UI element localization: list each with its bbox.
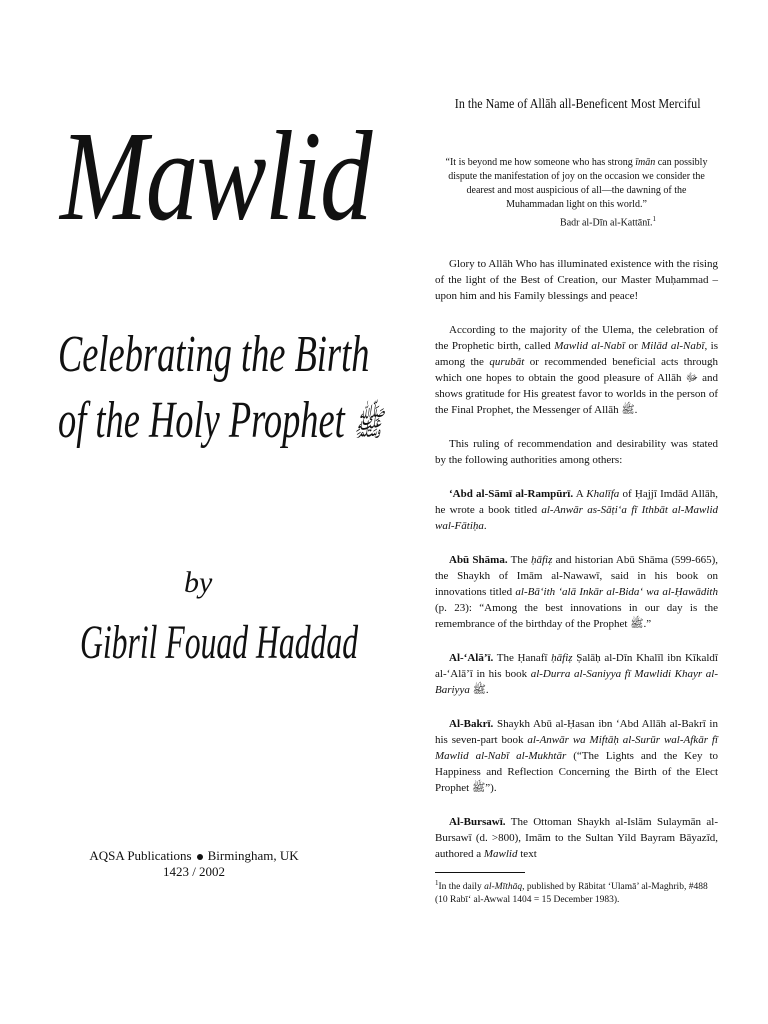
entry-italic: al-Bā‘ith ‘alā Inkār al-Bida‘ wa al-Ḥawādith bbox=[515, 586, 718, 599]
footnote-marker: 1 bbox=[652, 215, 656, 223]
paragraph-authorities: This ruling of recommendation and desirability was stated by the following authorities among others: bbox=[435, 438, 718, 467]
entry-italic: Mawlid bbox=[483, 848, 518, 861]
entry-abu-shama bbox=[435, 552, 718, 632]
footnote-italic: al-Mīthāq bbox=[484, 882, 523, 893]
publication-info bbox=[84, 848, 304, 880]
entry-rampuri bbox=[435, 486, 718, 534]
publisher: AQSA Publications bbox=[89, 848, 192, 863]
entry-bursawi bbox=[435, 814, 718, 862]
entry-italic: Khalīfa bbox=[586, 488, 620, 501]
quote-text-1: “It is beyond me how someone who has strong bbox=[445, 157, 636, 168]
quote-text-iman: īmān bbox=[635, 157, 656, 168]
by-label: by bbox=[184, 566, 213, 599]
entry-italic: ḥāfiẓ bbox=[551, 652, 573, 665]
entry-alai bbox=[435, 650, 718, 698]
entry-italic: al-Anwār as-Sāṭi‘a fī Ithbāt al-Mawlid wal-Fātiḥa bbox=[435, 504, 718, 533]
city: Birmingham, UK bbox=[207, 848, 299, 863]
entry-italic: al-Anwār wa Miftāḥ al-Surūr wal-Afkār fī Mawlid al-Nabī al-Mukhtār bbox=[435, 734, 718, 763]
epigraph-attribution bbox=[435, 212, 656, 230]
entry-text: The Ottoman Shaykh al-Islām Sulaymān al-Bursawī (d. >800), Imām to the Sultan Yild Bayram Bāyazīd, authored a bbox=[435, 816, 718, 861]
footnote-number: 1 bbox=[435, 879, 439, 888]
book-title: Mawlid bbox=[60, 105, 371, 247]
publisher-line bbox=[84, 848, 304, 864]
p2-text-a: According to the majority of the Ulema, the celebration of the Prophetic birth, called bbox=[435, 324, 718, 353]
entry-name: ‘Abd al-Sāmī al-Rampūrī. bbox=[449, 488, 574, 501]
epigraph-quote bbox=[443, 156, 710, 212]
publication-year: 1423 / 2002 bbox=[162, 864, 226, 879]
p2-text-d: or recommended beneficial acts through which one hopes to obtain the good pleasure of Allāh ﷻ and shows gratitude for His greatest favor to worlds in the person of the Final Prophet, the Messenger of Allāh ﷺ. bbox=[435, 356, 719, 417]
entry-name: Al-Bakrī. bbox=[449, 718, 494, 731]
basmala-heading: In the Name of Allāh all-Beneficent Most Merciful bbox=[454, 97, 701, 112]
entry-name: Al-Bursawī. bbox=[449, 816, 506, 829]
entry-text: Shaykh Abū al-Ḥasan ibn ‘Abd Allāh al-Bakrī in his seven-part book bbox=[435, 718, 718, 747]
author-name: Gibril Fouad Haddad bbox=[80, 616, 359, 669]
entry-text: (p. 23): “Among the best innovations in our day is the remembrance of the birthday of the Prophet ﷺ.” bbox=[435, 602, 718, 631]
footnote-text: In the daily bbox=[438, 882, 485, 893]
quote-text-2: can possibly dispute the manifestation of joy on the occasion we consider the dearest and most auspicious of all—the dawning of the Muhammadan light on this world.” bbox=[448, 157, 708, 210]
entry-text: The bbox=[507, 554, 531, 567]
bullet-icon bbox=[197, 854, 203, 860]
footnote bbox=[435, 877, 718, 907]
entry-text: The Ḥanafī bbox=[493, 652, 552, 665]
p2-text-c: , is among the bbox=[435, 340, 718, 369]
subtitle-line-2 bbox=[58, 388, 383, 458]
subtitle-line-1: Celebrating the Birth bbox=[58, 326, 370, 383]
footnote-divider bbox=[435, 872, 525, 873]
entry-text: text bbox=[517, 848, 537, 861]
entry-name: Al-‘Alā’ī. bbox=[449, 652, 494, 665]
entry-text: A bbox=[573, 488, 587, 501]
honorific-calligraphy: ﷺ bbox=[353, 406, 383, 444]
p2-italic-1: Mawlid al-Nabī bbox=[554, 340, 625, 353]
p2-italic-2: Milād al-Nabī bbox=[641, 340, 705, 353]
entry-text: Ṣalāḥ al-Dīn Khalīl ibn Kīkaldī al-‘Alā’ī in his book bbox=[435, 652, 718, 681]
entry-italic: al-Durra al-Saniyya fī Mawlidi Khayr al-Bariyya bbox=[435, 668, 719, 697]
entry-text: of Ḥajjī Imdād Allāh, he wrote a book titled bbox=[435, 488, 718, 517]
entry-text: ﷺ. bbox=[469, 684, 489, 697]
subtitle-line-2-text: of the Holy Prophet bbox=[58, 392, 345, 449]
entry-text: (“The Lights and the Key to Happiness and Reflection Concerning the Birth of the Elect Prophet ﷺ”). bbox=[435, 750, 719, 795]
text-page bbox=[435, 96, 718, 907]
entry-italic: ḥāfiẓ bbox=[530, 554, 553, 567]
p2-italic-3: qurubāt bbox=[489, 356, 525, 369]
paragraph-ruling bbox=[435, 322, 718, 418]
p2-text-b: or bbox=[624, 340, 642, 353]
attribution-text: Badr al-Dīn al-Kattānī. bbox=[560, 217, 653, 229]
entry-text: and historian Abū Shāma (599-665), the Shaykh of Imām al-Nawawī, said in his book on innovations titled bbox=[435, 554, 719, 599]
entry-text: . bbox=[483, 520, 487, 533]
footnote-text: , published by Rābitat ‘Ulamā’ al-Maghrib, #488 (10 Rabī‘ al-Awwal 1404 = 15 December 1983). bbox=[435, 882, 708, 906]
entry-name: Abū Shāma. bbox=[449, 554, 508, 567]
entry-bakri bbox=[435, 716, 718, 796]
paragraph-glory: Glory to Allāh Who has illuminated existence with the rising of the light of the Best of Creation, our Master Muḥammad – upon him and his Family blessings and peace! bbox=[435, 258, 718, 303]
book-subtitle bbox=[58, 322, 383, 458]
